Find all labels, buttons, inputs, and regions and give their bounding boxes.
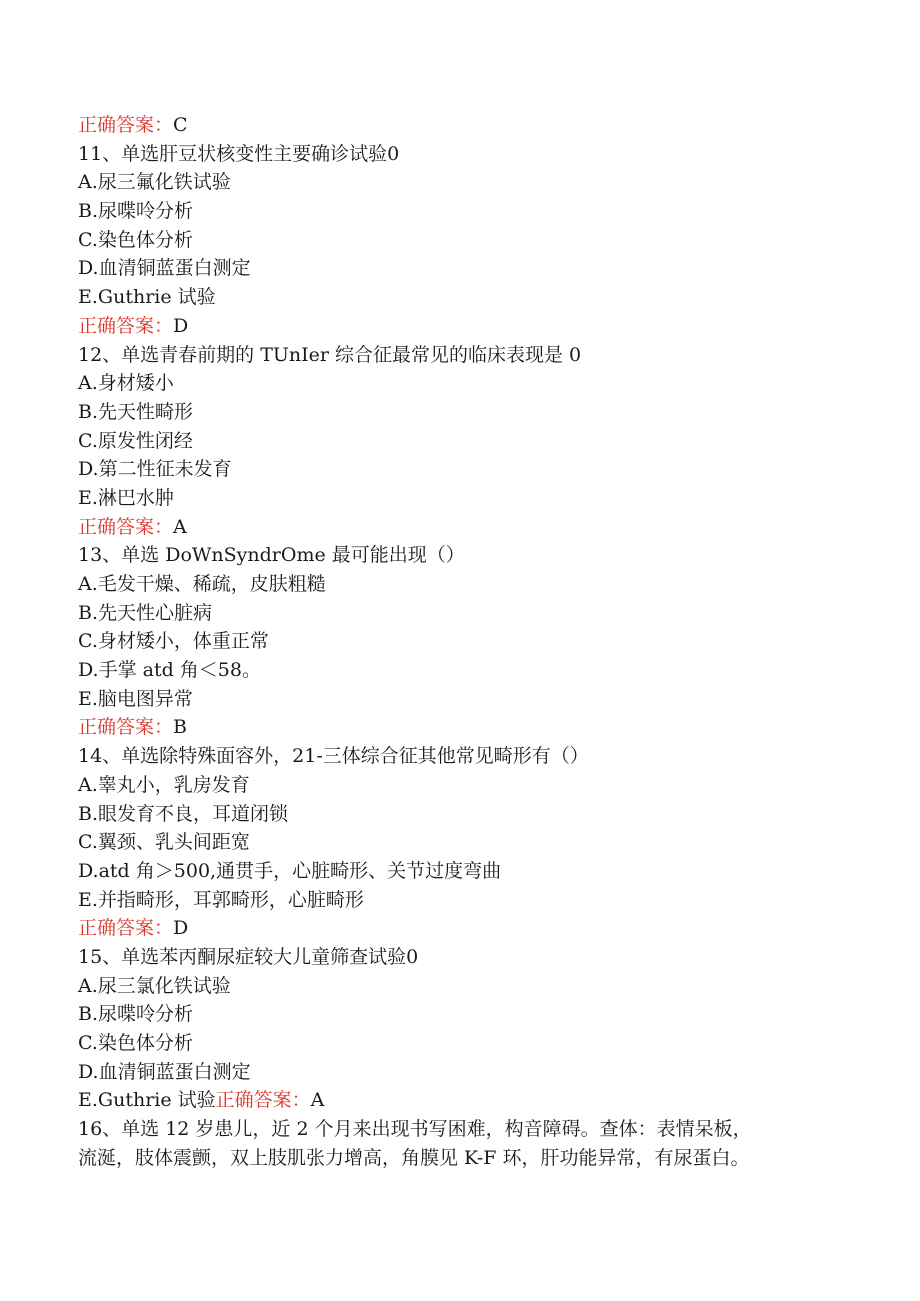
- answer-value: B: [173, 716, 187, 739]
- answer-value: D: [173, 917, 189, 940]
- answer-label: 正确答案：: [78, 515, 174, 538]
- question-line: 11、单选肝豆状核变性主要确诊试验0: [78, 142, 400, 165]
- text-line: D.手掌 atd 角＜58。: [78, 659, 261, 682]
- option-text: E.Guthrie 试验: [78, 1089, 216, 1112]
- answer-label: 正确答案：: [78, 114, 174, 136]
- text-line: C.染色体分析: [78, 1032, 193, 1054]
- text-line: D.血清铜蓝蛋白测定: [78, 1060, 251, 1083]
- answer-label: 正确答案：: [215, 1089, 311, 1112]
- question-line: 14、单选除特殊面容外，21-三体综合征其他常见畸形有（）: [78, 745, 589, 768]
- question-line: 15、单选苯丙酮尿症较大儿童筛查试验0: [78, 945, 419, 968]
- text-line: E.Guthrie 试验: [78, 286, 216, 309]
- text-line: E.脑电图异常: [78, 687, 193, 710]
- text-line: 流涎，肢体震颤，双上肢肌张力增高，角膜见 K-F 环，肝功能异常，有尿蛋白。: [78, 1146, 750, 1169]
- text-line: B.尿喋呤分析: [78, 1003, 194, 1026]
- text-line: A.睾丸小，乳房发育: [78, 773, 250, 796]
- question-line: 16、单选 12 岁患儿，近 2 个月来出现书写困难，构音障碍。查体：表情呆板，: [78, 1118, 752, 1141]
- text-line: B.尿喋呤分析: [78, 200, 194, 223]
- text-line: A.身材矮小: [78, 372, 174, 395]
- answer-line: [78, 312, 878, 341]
- answer-line: [78, 914, 878, 943]
- text-line: C.翼颈、乳头间距宽: [78, 831, 250, 854]
- text-line: C.原发性闭经: [78, 429, 193, 452]
- answer-value: A: [173, 515, 187, 538]
- text-line: C.身材矮小，体重正常: [78, 630, 269, 653]
- text-line: B.先天性畸形: [78, 400, 194, 423]
- text-line: D.atd 角＞500,通贯手，心脏畸形、关节过度弯曲: [78, 859, 502, 882]
- text-line: E.并指畸形，耳郭畸形，心脏畸形: [78, 888, 364, 911]
- answer-line: [78, 713, 878, 742]
- text-line: A.毛发干燥、稀疏，皮肤粗糙: [78, 573, 326, 595]
- option-with-answer-line: [78, 1086, 878, 1115]
- text-line: A.尿三氯化铁试验: [78, 974, 231, 997]
- question-line: 12、单选青春前期的 TUnIer 综合征最常见的临床表现是 0: [78, 343, 582, 366]
- text-line: B.眼发育不良，耳道闭锁: [78, 802, 289, 825]
- document-page: [78, 111, 878, 1172]
- answer-label: 正确答案：: [78, 314, 174, 337]
- answer-line: [78, 513, 878, 542]
- answer-value: C: [173, 114, 188, 136]
- text-line: A.尿三氟化铁试验: [78, 171, 231, 194]
- text-line: D.第二性征未发育: [78, 458, 232, 481]
- answer-label: 正确答案：: [78, 716, 174, 739]
- text-line: E.淋巴水肿: [78, 486, 174, 509]
- question-line: 13、单选 DoWnSyndrOme 最可能出现（）: [78, 544, 465, 567]
- text-line: C.染色体分析: [78, 228, 193, 251]
- answer-label: 正确答案：: [78, 917, 174, 940]
- text-line: D.血清铜蓝蛋白测定: [78, 257, 251, 280]
- answer-value: A: [310, 1089, 325, 1112]
- answer-value: D: [173, 314, 189, 337]
- answer-line: [78, 111, 878, 140]
- text-line: B.先天性心脏病: [78, 601, 213, 624]
